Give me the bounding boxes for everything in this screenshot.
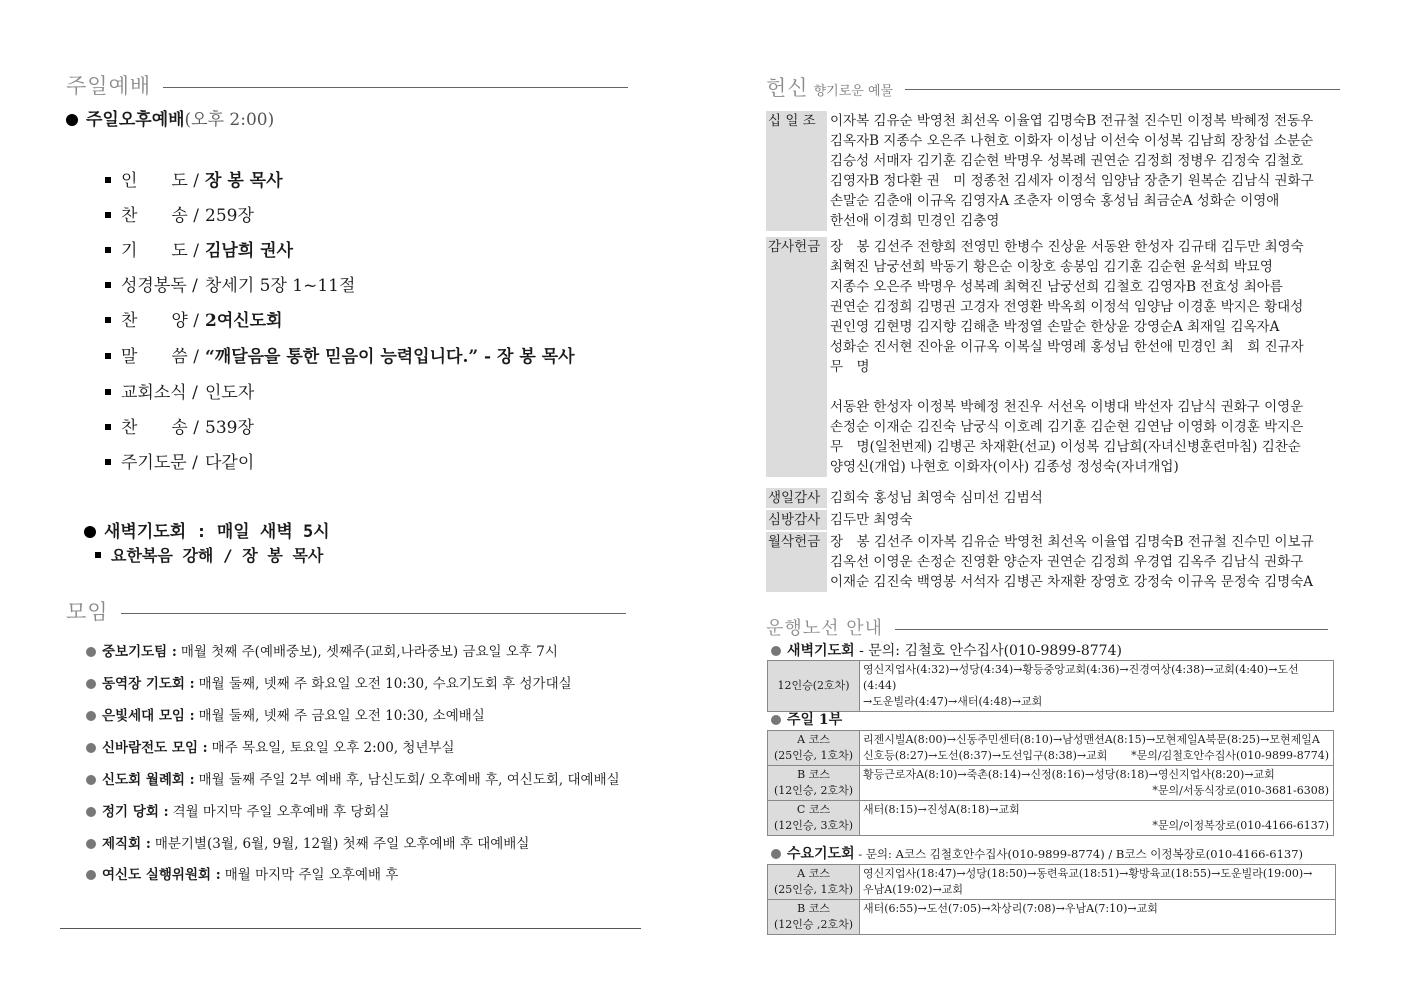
- order-label: 인 도 /: [121, 171, 199, 191]
- dawn-bus-name: 새벽기도회: [787, 643, 855, 659]
- offering-names: 장 봉 김선주 전향희 전영민 한병수 진상윤 서동완 한성자 김규태 김두만 최영숙 최혁진 남궁선희 박동기 황은순 이창호 송봉임 김기훈 김순현 윤석희 박묘영 지종수 오은주 박명우 성복례 최혁진 남궁선희 김철호 김영자B 전효성 최아름 권연순 김정희 김명권 고경자 전영환 박옥희 이정석 임양남 이경훈 박지은 황대성 권인영 김현명 김지향 김해춘 박정열 손말순 한상윤 강영순A 최재일 김옥자A 성화순 진서현 진아윤 이규옥 이복실 박영례 홍성님 한선애 민경인 최 희 진규자 무 명 서동완 한성자 이정복 박혜정 천진우 서선옥 이병대 박선자 김남식 권화구 이영운 손정순 이재순 김진숙 남궁식 이호례 김기훈 김순현 김연남 이영화 이경훈 박지은 무 명(일천번제) 김병곤 차재환(선교) 이성복 김남희(자녀신병훈련마침) 김찬순 양영신(개업) 나현호 이화자(이사) 김종성 정성숙(자녀개업): [830, 239, 1304, 475]
- meeting-name: 은빛세대 모임 :: [102, 708, 195, 724]
- route-row: [768, 800, 1333, 835]
- square-bullet-icon: [105, 282, 111, 288]
- meeting-desc: 매월 마지막 주일 오후예배 후: [224, 867, 399, 883]
- service-heading: [66, 105, 274, 130]
- meeting-name: 제직회 :: [102, 836, 151, 852]
- order-label: 주기도문 /: [121, 453, 198, 473]
- order-value: “깨달음을 통한 믿음이 능력입니다.” - 장 봉 목사: [205, 347, 575, 367]
- square-bullet-icon: [105, 212, 111, 218]
- meeting-item: [86, 832, 529, 852]
- route-text: [860, 731, 1333, 765]
- route-row: [768, 731, 1333, 765]
- offering-row: [766, 532, 1341, 592]
- sunday-bus-table: [767, 730, 1334, 836]
- dawn-prayer-sub: [95, 543, 323, 566]
- bullet-icon: [86, 743, 96, 753]
- bullet-icon: [771, 646, 781, 656]
- order-label: 성경봉독 /: [121, 276, 198, 296]
- route-stops: 영신지업사(4:32)→성당(4:34)→황등중앙교회(4:36)→진경여상(4:38)→교회(4:40)→도선(4:44) →도운빌라(4:47)→새터(4:48)→교회: [863, 663, 1299, 708]
- wed-bus-name: 수요기도회: [787, 846, 855, 862]
- offering-row: [766, 237, 1341, 477]
- dawn-bus-heading: [771, 640, 1122, 660]
- route-text: [860, 661, 1333, 711]
- route-text: [860, 801, 1333, 835]
- square-bullet-icon: [105, 424, 111, 430]
- meeting-desc: 매월 둘째, 넷째 주 화요일 오전 10:30, 수요기도회 후 성가대실: [198, 676, 572, 692]
- route-label: 12인승(2호차): [768, 661, 860, 711]
- offering-names: 김두만 최영숙: [830, 512, 913, 528]
- offering-label: 월삭헌금: [766, 532, 827, 592]
- offering-section-title: [766, 72, 1340, 102]
- dawn-prayer-heading: [84, 517, 330, 542]
- order-label: 찬 양 /: [121, 311, 199, 331]
- meeting-item: [86, 863, 398, 883]
- order-item: [105, 342, 575, 367]
- wed-bus-contact: - 문의: A코스 김철호안수집사(010-9899-8774) / B코스 이정복장로(010-4166-6137): [854, 847, 1304, 861]
- service-time: (오후 2:00): [184, 110, 275, 130]
- meeting-name: 정기 당회 :: [102, 804, 169, 820]
- route-contact: *문의/서동식장로(010-3681-6308): [1152, 784, 1329, 797]
- order-value: 인도자: [205, 383, 255, 403]
- square-bullet-icon: [105, 247, 111, 253]
- meeting-name: 중보기도팀 :: [102, 644, 177, 660]
- bullet-icon: [771, 849, 781, 859]
- bullet-icon: [86, 839, 96, 849]
- wed-bus-table: [767, 864, 1336, 935]
- title-rule: [121, 613, 626, 614]
- route-text: [860, 766, 1333, 800]
- route-label: B 코스 (12인승 ,2호차): [768, 900, 860, 934]
- dawn-sub-text: 요한복음 강해 / 장 봉 목사: [111, 546, 324, 565]
- order-item: [105, 166, 283, 191]
- route-contact: *문의/이정복장로(010-4166-6137): [1152, 819, 1329, 832]
- meeting-item: [86, 672, 572, 692]
- route-text: [860, 865, 1335, 899]
- order-value: 창세기 5장 1~11절: [205, 276, 356, 296]
- bullet-icon: [86, 679, 96, 689]
- route-stops: 새터(6:55)→도선(7:05)→차상리(7:08)→우남A(7:10)→교회: [863, 902, 1158, 915]
- order-label: 찬 송 /: [121, 418, 199, 438]
- square-bullet-icon: [105, 389, 111, 395]
- order-value: 장 봉 목사: [205, 171, 283, 191]
- offering-row: [766, 510, 1341, 530]
- order-item: [105, 236, 293, 261]
- meeting-section-title: [66, 596, 626, 626]
- offering-label: 생일감사: [766, 488, 827, 508]
- offering-label: 감사헌금: [766, 237, 827, 477]
- meeting-name: 여신도 실행위원회 :: [102, 867, 221, 883]
- route-stops: 새터(8:15)→진성A(8:18)→교회: [863, 803, 1020, 816]
- route-contact: *문의/김철호안수집사(010-9899-8774): [1131, 749, 1329, 762]
- route-stops: 리젠시빌A(8:00)→신동주민센터(8:10)→남성맨션A(8:15)→모현제일A북문(8:25)→모현제일A 신호등(8:27)→도선(8:37)→도선입구(8:38)→교회: [863, 733, 1320, 762]
- order-value: 259장: [205, 206, 254, 226]
- route-row: [768, 765, 1333, 800]
- order-value: 2여신도회: [205, 311, 283, 331]
- order-item: [105, 201, 254, 226]
- order-item: [105, 378, 254, 403]
- bullet-icon: [66, 114, 78, 126]
- order-label: 기 도 /: [121, 241, 199, 261]
- meeting-desc: 격월 마지막 주일 오후예배 후 당회실: [172, 804, 390, 820]
- square-bullet-icon: [95, 552, 101, 558]
- order-value: 김남희 권사: [205, 241, 294, 261]
- square-bullet-icon: [105, 353, 111, 359]
- meeting-desc: 매주 목요일, 토요일 오후 2:00, 청년부실: [211, 740, 455, 756]
- meeting-desc: 매월 둘째 주일 2부 예배 후, 남신도회/ 오후예배 후, 여신도회, 대예배실: [198, 772, 620, 788]
- route-label: C 코스 (12인승, 3호차): [768, 801, 860, 835]
- offering-names: 이자복 김유순 박영천 최선옥 이율엽 김명숙B 전규철 진수민 이정복 박혜정 전동우 김옥자B 지종수 오은주 나현호 이화자 이성남 이선숙 이성복 김남희 장창섭 소분순 김승성 서매자 김기훈 김순현 박명우 성복례 권연순 김정희 정병우 김정숙 김철호 김영자B 정다환 권 미 정종천 김세자 이정석 임양남 장춘기 원복순 김남식 권화구 손말순 김춘애 이규옥 김영자A 조춘자 이영숙 홍성님 최금순A 성화순 이영애 한선애 이경희 민경인 김충영: [830, 113, 1314, 229]
- route-label: A 코스 (25인승, 1호차): [768, 865, 860, 899]
- bus-section-title: [766, 614, 1328, 640]
- order-item: [105, 448, 254, 473]
- bottom-rule: [60, 928, 641, 929]
- meeting-item: [86, 768, 620, 788]
- order-item: [105, 306, 283, 331]
- bus-title: 운행노선 안내: [766, 618, 884, 639]
- title-rule: [895, 629, 1328, 630]
- offering-title: 헌신: [766, 76, 809, 100]
- dawn-prayer-text: 새벽기도회 : 매일 새벽 5시: [104, 522, 330, 542]
- bullet-icon: [771, 715, 781, 725]
- meeting-name: 신도회 월례회 :: [102, 772, 195, 788]
- meeting-name: 신바람전도 모임 :: [102, 740, 208, 756]
- order-label: 교회소식 /: [121, 383, 198, 403]
- meeting-item: [86, 704, 485, 724]
- sunday-bus-name: 주일 1부: [787, 712, 843, 728]
- offering-label: 심방감사: [766, 510, 827, 530]
- route-stops: 영신지업사(18:47)→성당(18:50)→동련육교(18:51)→황방육교(18:55)→도운빌라(19:00)→ 우남A(19:02)→교회: [863, 867, 1313, 896]
- bullet-icon: [86, 870, 96, 880]
- route-label: B 코스 (12인승, 2호차): [768, 766, 860, 800]
- dawn-bus-contact: - 문의: 김철호 안수집사(010-9899-8774): [854, 643, 1122, 659]
- meeting-desc: 매분기별(3월, 6월, 9월, 12월) 첫째 주일 오후예배 후 대예배실: [154, 836, 530, 852]
- worship-section-title: [66, 70, 628, 100]
- meeting-item: [86, 736, 455, 756]
- bullet-icon: [86, 775, 96, 785]
- square-bullet-icon: [105, 177, 111, 183]
- route-label: A 코스 (25인승, 1호차): [768, 731, 860, 765]
- order-value: 539장: [205, 418, 254, 438]
- bullet-icon: [86, 807, 96, 817]
- offering-names: 장 봉 김선주 이자복 김유순 박영천 최선옥 이율엽 김명숙B 전규철 진수민 이보규 김옥선 이영운 손정순 진영환 양순자 권연순 김정희 우경엽 김옥주 김남식 권화구 이재순 김진숙 백영봉 서석자 김병곤 차재환 장영호 강정숙 이규옥 문정숙 김명숙A: [830, 534, 1314, 590]
- order-value: 다같이: [205, 453, 255, 473]
- title-rule: [163, 87, 628, 88]
- route-stops: 황등근로자A(8:10)→죽촌(8:14)→신정(8:16)→성당(8:18)→영신지업사(8:20)→교회: [863, 768, 1275, 781]
- title-rule: [905, 89, 1340, 90]
- order-label: 말 씀 /: [121, 347, 199, 367]
- route-row: [768, 865, 1335, 899]
- meeting-title: 모임: [66, 600, 109, 624]
- order-item: [105, 413, 254, 438]
- sunday-bus-heading: [771, 709, 842, 729]
- meeting-item: [86, 800, 390, 820]
- meeting-desc: 매월 첫째 주(예배중보), 셋째주(교회,나라중보) 금요일 오후 7시: [180, 644, 558, 660]
- dawn-bus-table: [767, 660, 1334, 712]
- square-bullet-icon: [105, 317, 111, 323]
- square-bullet-icon: [105, 459, 111, 465]
- order-label: 찬 송 /: [121, 206, 199, 226]
- offering-subtitle: 향기로운 예물: [813, 84, 894, 99]
- offering-names: 김희숙 홍성님 최영숙 심미선 김범석: [830, 490, 1043, 506]
- bullet-icon: [86, 647, 96, 657]
- service-name: 주일오후예배: [86, 110, 185, 130]
- route-text: [860, 900, 1335, 934]
- bullet-icon: [84, 526, 96, 538]
- route-row: [768, 661, 1333, 711]
- worship-title: 주일예배: [66, 74, 152, 98]
- order-item: [105, 271, 355, 296]
- meeting-name: 동역장 기도회 :: [102, 676, 195, 692]
- route-row: [768, 899, 1335, 934]
- bullet-icon: [86, 711, 96, 721]
- wed-bus-heading: [771, 843, 1303, 863]
- offering-row: [766, 111, 1341, 231]
- offering-row: [766, 488, 1341, 508]
- meeting-item: [86, 640, 558, 660]
- meeting-desc: 매월 둘째, 넷째 주 금요일 오전 10:30, 소예배실: [198, 708, 485, 724]
- offering-label: 십 일 조: [766, 111, 827, 231]
